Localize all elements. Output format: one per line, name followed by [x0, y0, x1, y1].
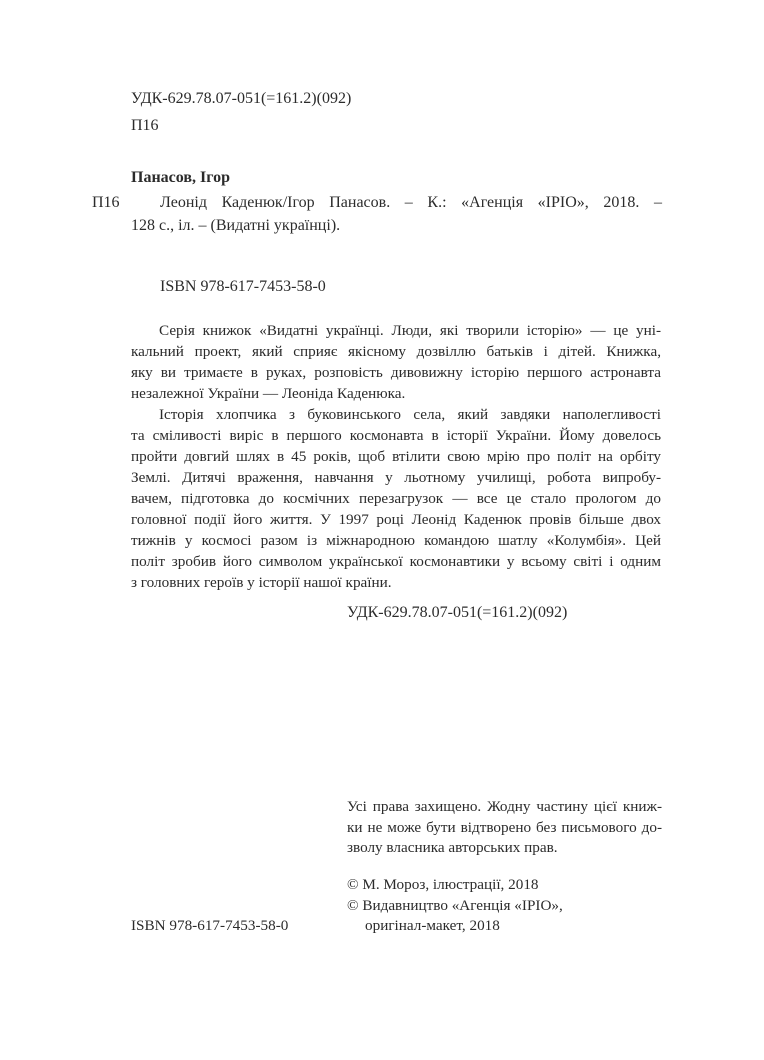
copyright-block — [347, 875, 563, 937]
udk-code-top: УДК-629.78.07-051(=161.2)(092) — [131, 90, 352, 107]
library-code-top: П16 — [131, 117, 159, 134]
library-code-entry: П16 — [92, 194, 120, 211]
rights-line: Усі права захищено. Жодну частину цієї книж- — [347, 798, 662, 815]
annotation-line: Історія хлопчика з буковинського села, який завдяки наполегливості — [159, 406, 661, 423]
annotation-line: незалежної України — Леоніда Каденюка. — [131, 385, 406, 402]
annotation-line: Землі. Дитячі враження, навчання у льотному училищі, робота випробу- — [131, 469, 661, 486]
rights-line: зволу власника авторських прав. — [347, 839, 558, 856]
annotation-line: головної події його життя. У 1997 році Леонід Каденюк провів більше двох — [131, 511, 661, 528]
udk-code-bottom: УДК-629.78.07-051(=161.2)(092) — [347, 604, 568, 621]
annotation-line: Серія книжок «Видатні українці. Люди, які творили історію» — це уні- — [159, 322, 661, 339]
isbn-main: ISBN 978-617-7453-58-0 — [160, 278, 326, 295]
bibliographic-line-2: 128 с., іл. – (Видатні українці). — [131, 217, 341, 234]
annotation-line: яку ви тримаєте в руках, розповість дивовижну історію першого астронавта — [131, 364, 661, 381]
annotation-line: та сміливості виріс в першого космонавта в історії України. Йому довелось — [131, 427, 661, 444]
annotation-paragraph-2 — [131, 404, 661, 593]
annotation-line: з головних героїв у історії нашої країни. — [131, 574, 392, 591]
rights-notice — [347, 797, 662, 859]
annotation-line: кальний проект, який сприяє якісному дозвіллю батьків і дітей. Книжка, — [131, 343, 661, 360]
annotation-paragraph-1 — [131, 320, 661, 404]
annotation-line: пройти довгий шлях в 45 років, щоб втілити свою мрію про політ на орбіту — [131, 448, 661, 465]
copyright-line: © М. Мороз, ілюстрації, 2018 — [347, 876, 539, 893]
bibliographic-line-1: Леонід Каденюк/Ігор Панасов. – К.: «Агенція «ІРІО», 2018. – — [160, 194, 662, 211]
copyright-line: © Видавництво «Агенція «ІРІО», — [347, 896, 563, 914]
annotation-line: політ зробив його символом української космонавтики у всьому світі і одним — [131, 553, 661, 570]
copyright-line: оригінал-макет, 2018 — [365, 917, 500, 934]
isbn-footer: ISBN 978-617-7453-58-0 — [131, 917, 289, 934]
author-heading: Панасов, Ігор — [131, 169, 230, 186]
rights-line: ки не може бути відтворено без письмового до- — [347, 818, 662, 836]
annotation-line: вачем, підготовка до космічних перезагрузок — все це стало прологом до — [131, 490, 661, 507]
annotation-line: тижнів у космосі разом із міжнародною командою шатлу «Колумбія». Цей — [131, 532, 661, 549]
